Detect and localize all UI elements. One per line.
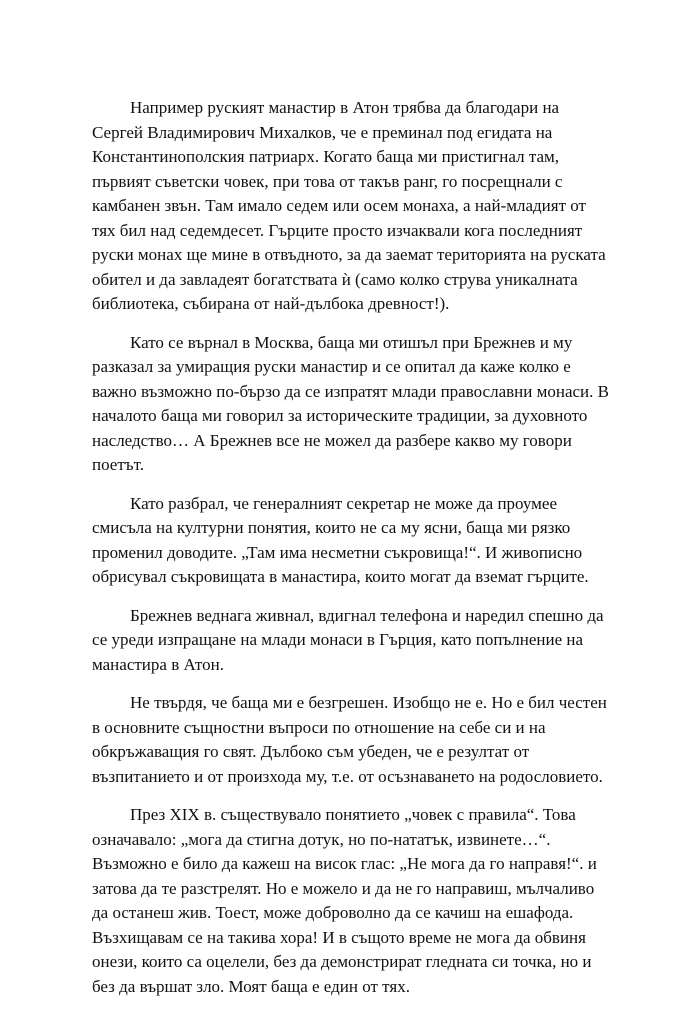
paragraph-1: Например руският манастир в Атон трябва да благодари на Сергей Владимирович Михалков, че е преминал под егидата на Константинополския патриарх. Когато баща ми пристигнал там, първият съветски човек, при това от такъв ранг, го посрещнали с камбанен звън. Там имало седем или осем монаха, а най-младият от тях бил над седемдесет. Гърците просто изчаквали кога последният руски монах ще мине в отвъдното, за да заемат територията на руската обител и да завладеят богатствата ѝ (само колко струва уникалната библиотека, събирана от най-дълбока древност!). xyxy=(92,98,606,313)
paragraph-6: През XIX в. съществувало понятието „човек с правила“. Това означавало: „мога да стигна дотук, но по-нататък, извинете…“. Възможно е било да кажеш на висок глас: „Не мога да го направя!“. и затова да те разстрелят. Но е можело и да не го направиш, мълчаливо да останеш жив. Тоест, може доброволно да се качиш на ешафода. Възхищавам се на такива хора! И в същото време не мога да обвиня онези, които са оцелели, без да демонстрират гледната си точка, но и без да вършат зло. Моят баща е един от тях. xyxy=(92,805,597,996)
paragraph-4: Брежнев веднага живнал, вдигнал телефона и наредил спешно да се уреди изпращане на млади монаси в Гърция, като попълнение на манастира в Атон. xyxy=(92,605,604,674)
paragraph-2: Като се върнал в Москва, баща ми отишъл при Брежнев и му разказал за умиращия руски манастир и се опитал да каже колко е важно възможно по-бързо да се изпратят млади православни монаси. В началото баща ми говорил за историческите традиции, за духовното наследство… А Брежнев все не можел да разбере какво му говори поетът. xyxy=(92,332,609,474)
paragraph-3: Като разбрал, че генералният секретар не може да проумее смисъла на културни понятия, които не са му ясни, баща ми рязко променил доводите. „Там има несметни съкровища!“. И живописно обрисувал съкровищата в манастира, които могат да вземат гърците. xyxy=(92,493,589,586)
paragraph-5: Не твърдя, че баща ми е безгрешен. Изобщо не е. Но е бил честен в основните същностни въпроси по отношение на себе си и на обкръжаващия го свят. Дълбоко съм убеден, че е резултат от възпитанието и от произхода му, т.е. от осъзнаването на родословието. xyxy=(92,693,607,786)
body-text xyxy=(92,96,612,1013)
